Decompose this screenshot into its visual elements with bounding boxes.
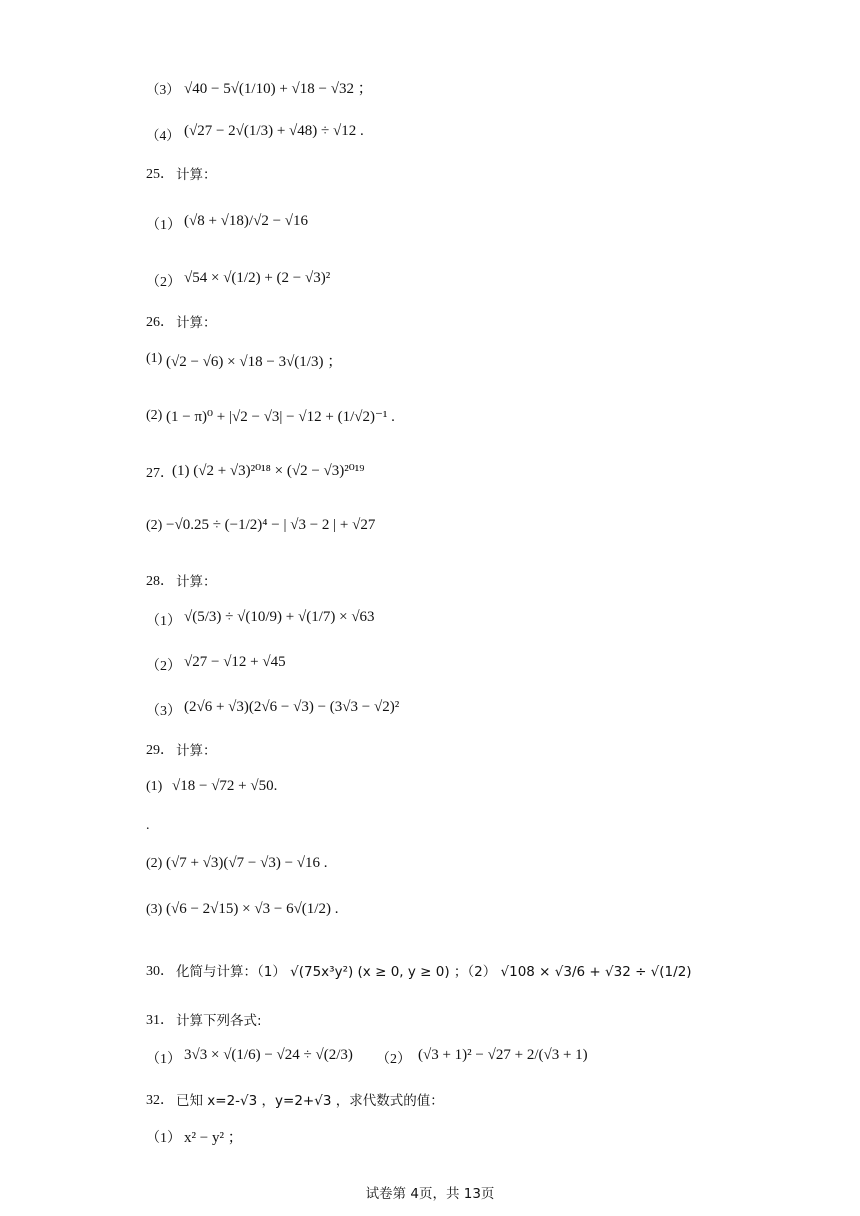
q25-1-label: （1） [146,218,181,233]
q32-stem: 已知 x=2-√3 ，y=2+√3 ，求代数式的值： [176,1093,444,1109]
q25-number: 25． [146,167,174,182]
q28-3-expr: (2√6 + √3)(2√6 − √3) − (3√3 − √2)² [184,699,400,715]
line-4-label: （4） [146,128,180,143]
q28-3-label: （3） [146,704,181,719]
q26-title: 计算： [176,315,217,331]
q28-1-label: （1） [146,614,181,629]
q32-1-label: （1） [146,1131,181,1146]
q29-number: 29． [146,743,174,758]
page-footer: 试卷第 4页，共 13页 [365,1186,495,1202]
q28-title: 计算： [176,574,217,590]
q30-expr: 化简与计算：（1） √(75x³y²) (x ≥ 0, y ≥ 0) ；（2） √108 × √3/6 + √32 ÷ √(1/2) [176,964,692,980]
line-4-expr: (√27 − 2√(1/3) + √48) ÷ √12 . [184,123,364,139]
q29-title: 计算： [176,743,217,759]
q29-1-expr: √18 − √72 + √50. [172,778,278,794]
q28-number: 28． [146,574,174,589]
q25-2-label: （2） [146,275,181,290]
q30-number: 30． [146,964,174,979]
q25-2-expr: √54 × √(1/2) + (2 − √3)² [184,270,331,286]
q31-1-label: （1） [146,1052,181,1067]
q27-2-label: (2) [146,518,163,533]
q31-2-label: （2） [376,1052,411,1067]
q27-1-expr: (1) (√2 + √3)²⁰¹⁸ × (√2 − √3)²⁰¹⁹ [172,463,365,479]
q25-title: 计算： [176,167,217,183]
q26-2-label: (2) [146,408,163,423]
q27-2-expr: −√0.25 ÷ (−1/2)⁴ − | √3 − 2 | + √27 [166,517,376,533]
q26-1-label: (1) [146,351,163,366]
q26-1-expr: (√2 − √6) × √18 − 3√(1/3) ； [166,354,343,370]
q28-1-expr: √(5/3) ÷ √(10/9) + √(1/7) × √63 [184,609,375,625]
q29-3-label: (3) [146,902,163,917]
q31-2-expr: (√3 + 1)² − √27 + 2/(√3 + 1) [418,1047,588,1063]
q29-stray-dot: . [146,818,150,833]
q29-1-label: (1) [146,779,163,794]
q29-2-label: (2) [146,856,163,871]
q26-number: 26． [146,315,174,330]
line-3-expr: √40 − 5√(1/10) + √18 − √32 ； [184,81,373,97]
q29-3-expr: (√6 − 2√15) × √3 − 6√(1/2) . [166,901,339,917]
q32-1-expr: x² − y² ； [184,1130,243,1146]
q29-2-expr: (√7 + √3)(√7 − √3) − √16 . [166,855,328,871]
q26-2-expr: (1 − π)⁰ + |√2 − √3| − √12 + (1/√2)⁻¹ . [166,409,395,425]
q28-2-expr: √27 − √12 + √45 [184,654,286,670]
q27-number: 27． [146,466,174,481]
q31-number: 31． [146,1013,174,1028]
line-3-label: （3） [146,82,180,97]
q28-2-label: （2） [146,659,181,674]
q25-1-expr: (√8 + √18)/√2 − √16 [184,213,309,229]
q32-number: 32． [146,1093,174,1108]
q31-1-expr: 3√3 × √(1/6) − √24 ÷ √(2/3) [184,1047,353,1063]
q31-title: 计算下列各式: [176,1013,262,1029]
